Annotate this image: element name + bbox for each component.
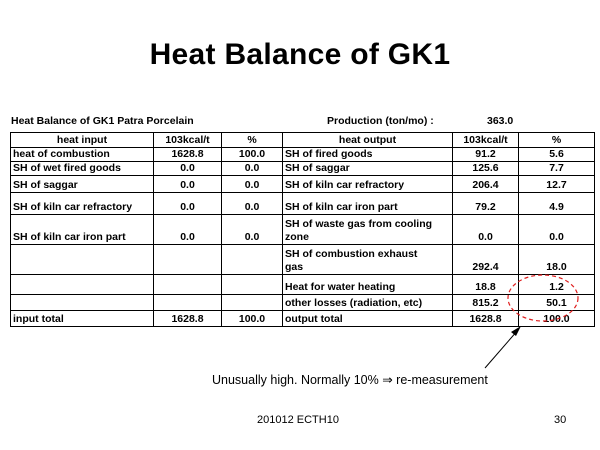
out-label-line2: gas: [285, 261, 304, 273]
callout-arrow-head: [511, 326, 521, 336]
out-label-line1: Heat for water heating: [285, 281, 396, 293]
in-value-cell: 0.0: [154, 162, 222, 176]
out-pct-cell: 7.7: [519, 162, 595, 176]
table-caption: Heat Balance of GK1 Patra Porcelain: [11, 115, 194, 127]
out-label-line1: SH of kiln car refractory: [285, 179, 405, 191]
slide-title: Heat Balance of GK1: [149, 38, 451, 71]
out-label-line1: SH of fired goods: [285, 148, 373, 160]
out-pct-cell: 1.2: [519, 275, 595, 295]
in-pct-cell: 0.0: [222, 176, 283, 193]
input-total-pct: 100.0: [222, 311, 283, 327]
in-pct-cell: 100.0: [222, 148, 283, 162]
input-total-label: input total: [11, 311, 154, 327]
in-label-cell: SH of kiln car refractory: [11, 193, 154, 215]
header-cell: 103kcal/t: [453, 133, 519, 148]
out-pct-cell: 5.6: [519, 148, 595, 162]
annotation-note: Unusually high. Normally 10% ⇒ re-measurement: [212, 373, 488, 387]
production-value: 363.0: [487, 115, 514, 127]
output-total-label: output total: [283, 311, 453, 327]
in-label-cell: SH of wet fired goods: [11, 162, 154, 176]
out-label-line1: SH of saggar: [285, 162, 350, 174]
out-label-line1: SH of waste gas from cooling: [285, 218, 433, 230]
out-pct-cell: 18.0: [519, 245, 595, 275]
in-value-cell: 1628.8: [154, 148, 222, 162]
in-label-cell: heat of combustion: [11, 148, 154, 162]
out-value-cell: 18.8: [453, 275, 519, 295]
out-label-line2: zone: [285, 231, 309, 243]
out-pct-cell: 4.9: [519, 193, 595, 215]
header-cell: 103kcal/t: [154, 133, 222, 148]
out-label-line1: other losses (radiation, etc): [285, 297, 423, 309]
out-value-cell: 0.0: [453, 215, 519, 245]
in-value-cell: 0.0: [154, 176, 222, 193]
output-total-pct: 100.0: [519, 311, 595, 327]
header-cell: %: [222, 133, 283, 148]
header-cell: %: [519, 133, 595, 148]
footer-text: 201012 ECTH10: [257, 414, 339, 426]
callout-arrow-line: [485, 330, 518, 368]
out-pct-cell: 0.0: [519, 215, 595, 245]
input-total-value: 1628.8: [154, 311, 222, 327]
out-label-line1: SH of kiln car iron part: [285, 201, 398, 213]
highlight-ellipse: [508, 275, 578, 321]
out-value-cell: 79.2: [453, 193, 519, 215]
page-number: 30: [554, 414, 567, 426]
in-value-cell: 0.0: [154, 215, 222, 245]
in-pct-cell: 0.0: [222, 215, 283, 245]
in-pct-cell: 0.0: [222, 193, 283, 215]
in-label-cell: SH of saggar: [11, 176, 154, 193]
header-cell: heat output: [283, 133, 453, 148]
out-pct-cell: 50.1: [519, 295, 595, 311]
in-value-cell: 0.0: [154, 193, 222, 215]
production-label: Production (ton/mo) :: [327, 115, 434, 127]
output-total-value: 1628.8: [453, 311, 519, 327]
header-cell: heat input: [11, 133, 154, 148]
in-pct-cell: 0.0: [222, 162, 283, 176]
out-label-line1: SH of combustion exhaust: [285, 248, 418, 260]
out-value-cell: 292.4: [453, 245, 519, 275]
out-value-cell: 91.2: [453, 148, 519, 162]
out-pct-cell: 12.7: [519, 176, 595, 193]
out-value-cell: 206.4: [453, 176, 519, 193]
out-value-cell: 815.2: [453, 295, 519, 311]
in-label-cell: SH of kiln car iron part: [11, 215, 154, 245]
out-value-cell: 125.6: [453, 162, 519, 176]
